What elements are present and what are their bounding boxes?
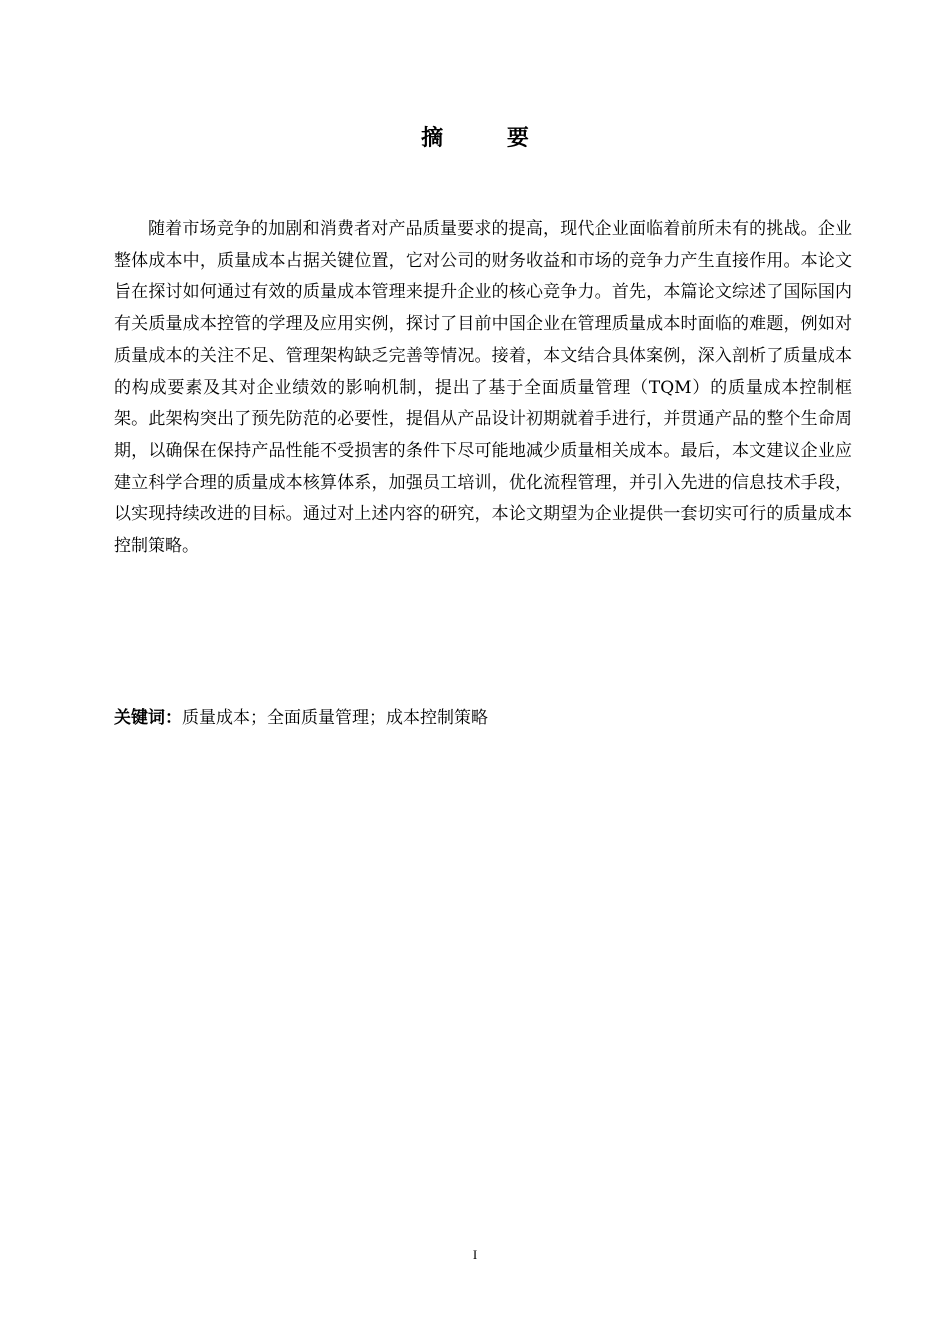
page-number: I: [472, 1247, 478, 1262]
abstract-paragraph: 随着市场竞争的加剧和消费者对产品质量要求的提高，现代企业面临着前所未有的挑战。企业整体成本中，质量成本占据关键位置，它对公司的财务收益和市场的竞争力产生直接作用。本论文旨在探讨如何通过有效的质量成本管理来提升企业的核心竞争力。首先，本篇论文综述了国际国内有关质量成本控管的学理及应用实例，探讨了目前中国企业在管理质量成本时面临的难题，例如对质量成本的关注不足、管理架构缺乏完善等情况。接着，本文结合具体案例，深入剖析了质量成本的构成要素及其对企业绩效的影响机制，提出了基于全面质量管理（TQM）的质量成本控制框架。此架构突出了预先防范的必要性，提倡从产品设计初期就着手进行，并贯通产品的整个生命周期，以确保在保持产品性能不受损害的条件下尽可能地减少质量相关成本。最后，本文建议企业应建立科学合理的质量成本核算体系，加强员工培训，优化流程管理，并引入先进的信息技术手段，以实现持续改进的目标。通过对上述内容的研究，本论文期望为企业提供一套切实可行的质量成本控制策略。: [114, 219, 852, 557]
keywords-value: 质量成本；全面质量管理；成本控制策略: [182, 708, 488, 728]
keywords-line: [114, 704, 852, 732]
keywords-label: 关键词：: [114, 708, 182, 728]
page-title: 摘 要: [421, 126, 557, 151]
